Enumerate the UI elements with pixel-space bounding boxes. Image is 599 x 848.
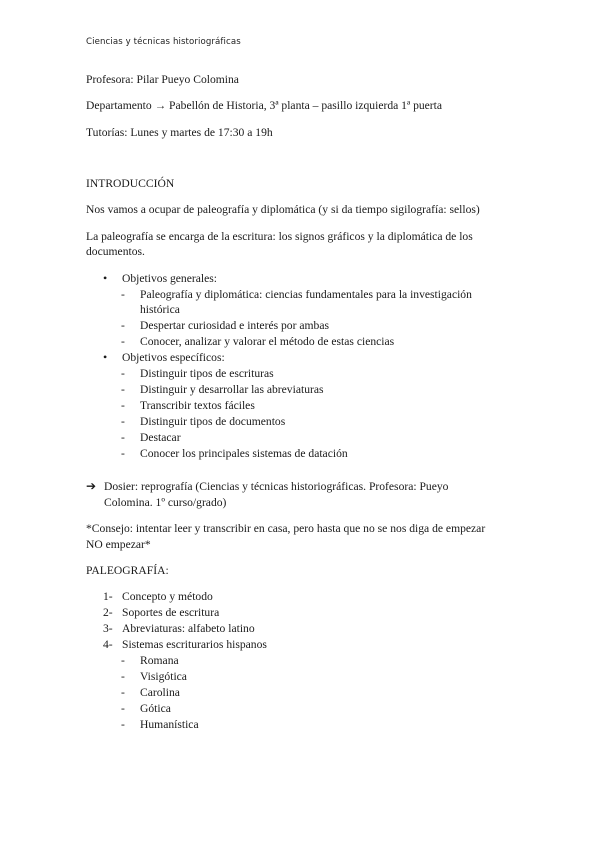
- dash-icon: -: [121, 431, 125, 444]
- dash-icon: -: [121, 415, 125, 428]
- consejo-line-2: NO empezar*: [86, 538, 151, 551]
- list-number: 3-: [103, 622, 113, 635]
- objetivo-especifico-item: Transcribir textos fáciles: [140, 399, 255, 412]
- objetivo-especifico-item: Distinguir y desarrollar las abreviaturas: [140, 383, 324, 396]
- dash-icon: -: [121, 686, 125, 699]
- intro-paragraph-2-line-2: documentos.: [86, 245, 145, 258]
- intro-heading: INTRODUCCIÓN: [86, 177, 175, 190]
- objetivo-general-item: Paleografía y diplomática: ciencias fundamentales para la investigación: [140, 288, 472, 301]
- objetivo-general-item-cont: histórica: [140, 303, 180, 316]
- profesora-line: Profesora: Pilar Pueyo Colomina: [86, 73, 239, 86]
- paleografia-heading: PALEOGRAFÍA:: [86, 564, 169, 577]
- objetivo-especifico-item: Distinguir tipos de documentos: [140, 415, 286, 428]
- dash-icon: -: [121, 399, 125, 412]
- dash-icon: -: [121, 718, 125, 731]
- objetivo-general-item: Despertar curiosidad e interés por ambas: [140, 319, 329, 332]
- tutorias-line: Tutorías: Lunes y martes de 17:30 a 19h: [86, 126, 273, 139]
- dosier-line-1: Dosier: reprografía (Ciencias y técnicas historiográficas. Profesora: Pueyo: [104, 480, 449, 493]
- dash-icon: -: [121, 288, 125, 301]
- list-number: 2-: [103, 606, 113, 619]
- dash-icon: -: [121, 383, 125, 396]
- objetivos-especificos-label: Objetivos específicos:: [122, 351, 225, 364]
- sistema-item: Romana: [140, 654, 179, 667]
- departamento-line: Departamento → Pabellón de Historia, 3ª planta – pasillo izquierda 1ª puerta: [86, 99, 443, 112]
- intro-paragraph-1: Nos vamos a ocupar de paleografía y diplomática (y si da tiempo sigilografía: sellos): [86, 203, 480, 216]
- dash-icon: -: [121, 319, 125, 332]
- arrow-right-icon: ➔: [86, 479, 97, 493]
- intro-paragraph-2-line-1: La paleografía se encarga de la escritura: los signos gráficos y la diplomática de los: [86, 230, 473, 243]
- paleografia-item: Concepto y método: [122, 590, 213, 603]
- objetivos-generales-label: Objetivos generales:: [122, 272, 217, 285]
- list-number: 1-: [103, 590, 113, 603]
- dash-icon: -: [121, 670, 125, 683]
- paleografia-item: Soportes de escritura: [122, 606, 220, 619]
- objetivo-especifico-item: Destacar: [140, 431, 181, 444]
- sistema-item: Visigótica: [140, 670, 187, 683]
- bullet-icon: •: [103, 350, 108, 364]
- objetivo-especifico-item: Conocer los principales sistemas de datación: [140, 447, 348, 460]
- list-number: 4-: [103, 638, 113, 651]
- objetivo-especifico-item: Distinguir tipos de escrituras: [140, 367, 274, 380]
- dash-icon: -: [121, 702, 125, 715]
- objetivo-general-item: Conocer, analizar y valorar el método de estas ciencias: [140, 335, 395, 348]
- sistema-item: Gótica: [140, 702, 171, 715]
- bullet-icon: •: [103, 271, 108, 285]
- dash-icon: -: [121, 447, 125, 460]
- running-header: Ciencias y técnicas historiográficas: [86, 37, 241, 47]
- paleografia-item: Abreviaturas: alfabeto latino: [122, 622, 255, 635]
- dash-icon: -: [121, 654, 125, 667]
- sistema-item: Carolina: [140, 686, 180, 699]
- consejo-line-1: *Consejo: intentar leer y transcribir en casa, pero hasta que no se nos diga de empezar: [86, 522, 486, 535]
- dosier-line-2: Colomina. 1º curso/grado): [104, 496, 227, 509]
- sistema-item: Humanística: [140, 718, 199, 731]
- dash-icon: -: [121, 335, 125, 348]
- dash-icon: -: [121, 367, 125, 380]
- paleografia-item: Sistemas escriturarios hispanos: [122, 638, 267, 651]
